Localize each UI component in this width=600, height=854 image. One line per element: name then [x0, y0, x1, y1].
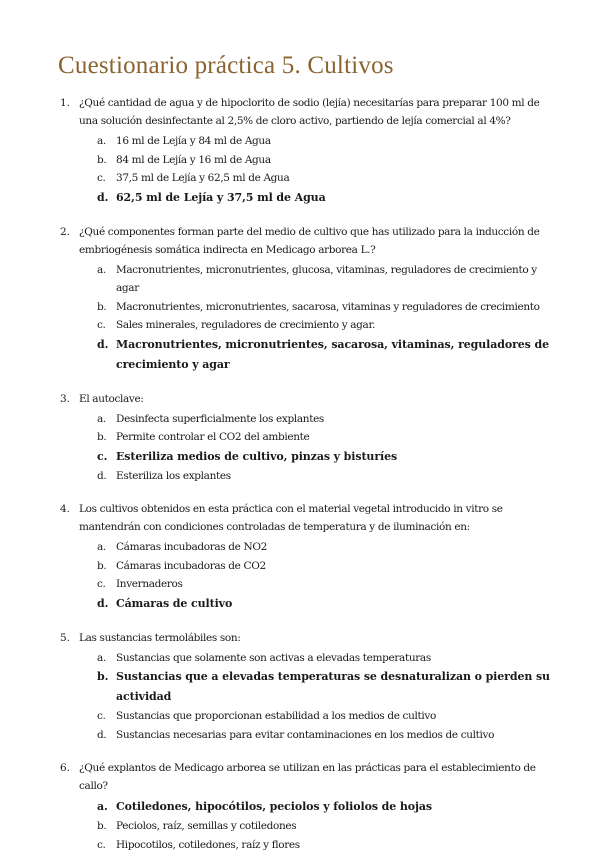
option: [79, 575, 560, 594]
option: [79, 410, 560, 429]
question-6: [58, 759, 560, 854]
option-text: Sustancias que solamente son activas a elevadas temperaturas: [116, 652, 431, 664]
question-list: [58, 94, 560, 854]
option-letter: d.: [97, 726, 106, 745]
option-text: 16 ml de Lejía y 84 ml de Agua: [116, 135, 271, 147]
option: [79, 836, 560, 854]
option-text: Peciolos, raíz, semillas y cotiledones: [116, 820, 296, 832]
page-title: Cuestionario práctica 5. Cultivos: [58, 52, 560, 80]
option-letter: c.: [97, 447, 107, 467]
question-text: ¿Qué cantidad de agua y de hipoclorito de sodio (lejía) necesitarías para preparar 100 ml de una solución desinfectante al 2,5% de cloro activo, partiendo de lejía comercial al 4%?: [79, 94, 560, 130]
option-correct: [79, 667, 560, 707]
option-text: Cámaras de cultivo: [116, 597, 232, 610]
option: [79, 169, 560, 188]
option-text: Macronutrientes, micronutrientes, glucosa, vitaminas, reguladores de crecimiento y agar: [116, 264, 537, 295]
option-letter: a.: [97, 410, 106, 429]
option-letter: c.: [97, 575, 106, 594]
option-letter: a.: [97, 261, 106, 280]
option-text: Sustancias que a elevadas temperaturas se desnaturalizan o pierden su actividad: [116, 670, 550, 703]
option: [79, 538, 560, 557]
option-text: Cotiledones, hipocótilos, peciolos y foliolos de hojas: [116, 800, 432, 813]
option-text: Sustancias necesarias para evitar contaminaciones en los medios de cultivo: [116, 729, 494, 741]
question-text: El autoclave:: [79, 390, 560, 408]
option-text: 84 ml de Lejía y 16 ml de Agua: [116, 154, 271, 166]
option-correct: [79, 447, 560, 467]
question-4: [58, 500, 560, 614]
option-letter: b.: [97, 557, 106, 576]
question-number: 1.: [60, 94, 70, 112]
question-number: 3.: [60, 390, 70, 408]
option: [79, 298, 560, 317]
option-correct: [79, 188, 560, 208]
option: [79, 316, 560, 335]
option-text: Sustancias que proporcionan estabilidad a los medios de cultivo: [116, 710, 436, 722]
option: [79, 649, 560, 668]
option: [79, 132, 560, 151]
option-text: Desinfecta superficialmente los explantes: [116, 413, 324, 425]
option-correct: [79, 594, 560, 614]
option: [79, 557, 560, 576]
option-letter: b.: [97, 298, 106, 317]
option-text: Macronutrientes, micronutrientes, sacarosa, vitaminas, reguladores de crecimiento y agar: [116, 338, 549, 371]
option-list: [79, 538, 560, 614]
question-text: Los cultivos obtenidos en esta práctica con el material vegetal introducido in vitro se mantendrán con condiciones controladas de temperatura y de iluminación en:: [79, 500, 560, 536]
option-letter: c.: [97, 836, 106, 854]
option: [79, 707, 560, 726]
option: [79, 726, 560, 745]
option-list: [79, 132, 560, 208]
question-text: Las sustancias termolábiles son:: [79, 629, 560, 647]
option-text: Hipocotilos, cotiledones, raíz y flores: [116, 839, 300, 851]
option-text: Cámaras incubadoras de NO2: [116, 541, 267, 553]
option-correct: [79, 335, 560, 375]
option-letter: d.: [97, 467, 106, 486]
option: [79, 817, 560, 836]
option-text: Cámaras incubadoras de CO2: [116, 560, 266, 572]
option-letter: a.: [97, 797, 108, 817]
option-letter: a.: [97, 132, 106, 151]
option-letter: b.: [97, 667, 108, 687]
option-list: [79, 649, 560, 745]
option-letter: c.: [97, 707, 106, 726]
option-letter: d.: [97, 594, 108, 614]
question-number: 5.: [60, 629, 70, 647]
question-number: 2.: [60, 223, 70, 241]
question-5: [58, 629, 560, 745]
question-text: ¿Qué explantos de Medicago arborea se utilizan en las prácticas para el establecimiento de callo?: [79, 759, 560, 795]
option-text: Macronutrientes, micronutrientes, sacarosa, vitaminas y reguladores de crecimiento: [116, 301, 540, 313]
option-letter: b.: [97, 817, 106, 836]
option-letter: d.: [97, 335, 108, 355]
option-text: 62,5 ml de Lejía y 37,5 ml de Agua: [116, 191, 326, 204]
option-letter: b.: [97, 151, 106, 170]
option-text: Permite controlar el CO2 del ambiente: [116, 431, 309, 443]
question-text: ¿Qué componentes forman parte del medio de cultivo que has utilizado para la inducción de embriogénesis somática indirecta en Medicago arborea L.?: [79, 223, 560, 259]
option-letter: b.: [97, 428, 106, 447]
option-list: [79, 410, 560, 486]
question-1: [58, 94, 560, 208]
option: [79, 261, 560, 298]
question-number: 4.: [60, 500, 70, 518]
option-letter: d.: [97, 188, 108, 208]
question-3: [58, 390, 560, 486]
option: [79, 467, 560, 486]
option-text: Esteriliza medios de cultivo, pinzas y bisturíes: [116, 450, 397, 463]
option-text: 37,5 ml de Lejía y 62,5 ml de Agua: [116, 172, 289, 184]
option-text: Sales minerales, reguladores de crecimiento y agar.: [116, 319, 375, 331]
question-2: [58, 223, 560, 375]
option-letter: c.: [97, 316, 106, 335]
option-list: [79, 261, 560, 375]
option-correct: [79, 797, 560, 817]
option-letter: a.: [97, 538, 106, 557]
option: [79, 428, 560, 447]
option-text: Invernaderos: [116, 578, 183, 590]
option: [79, 151, 560, 170]
option-list: [79, 797, 560, 854]
option-text: Esteriliza los explantes: [116, 470, 231, 482]
option-letter: c.: [97, 169, 106, 188]
question-number: 6.: [60, 759, 70, 777]
option-letter: a.: [97, 649, 106, 668]
